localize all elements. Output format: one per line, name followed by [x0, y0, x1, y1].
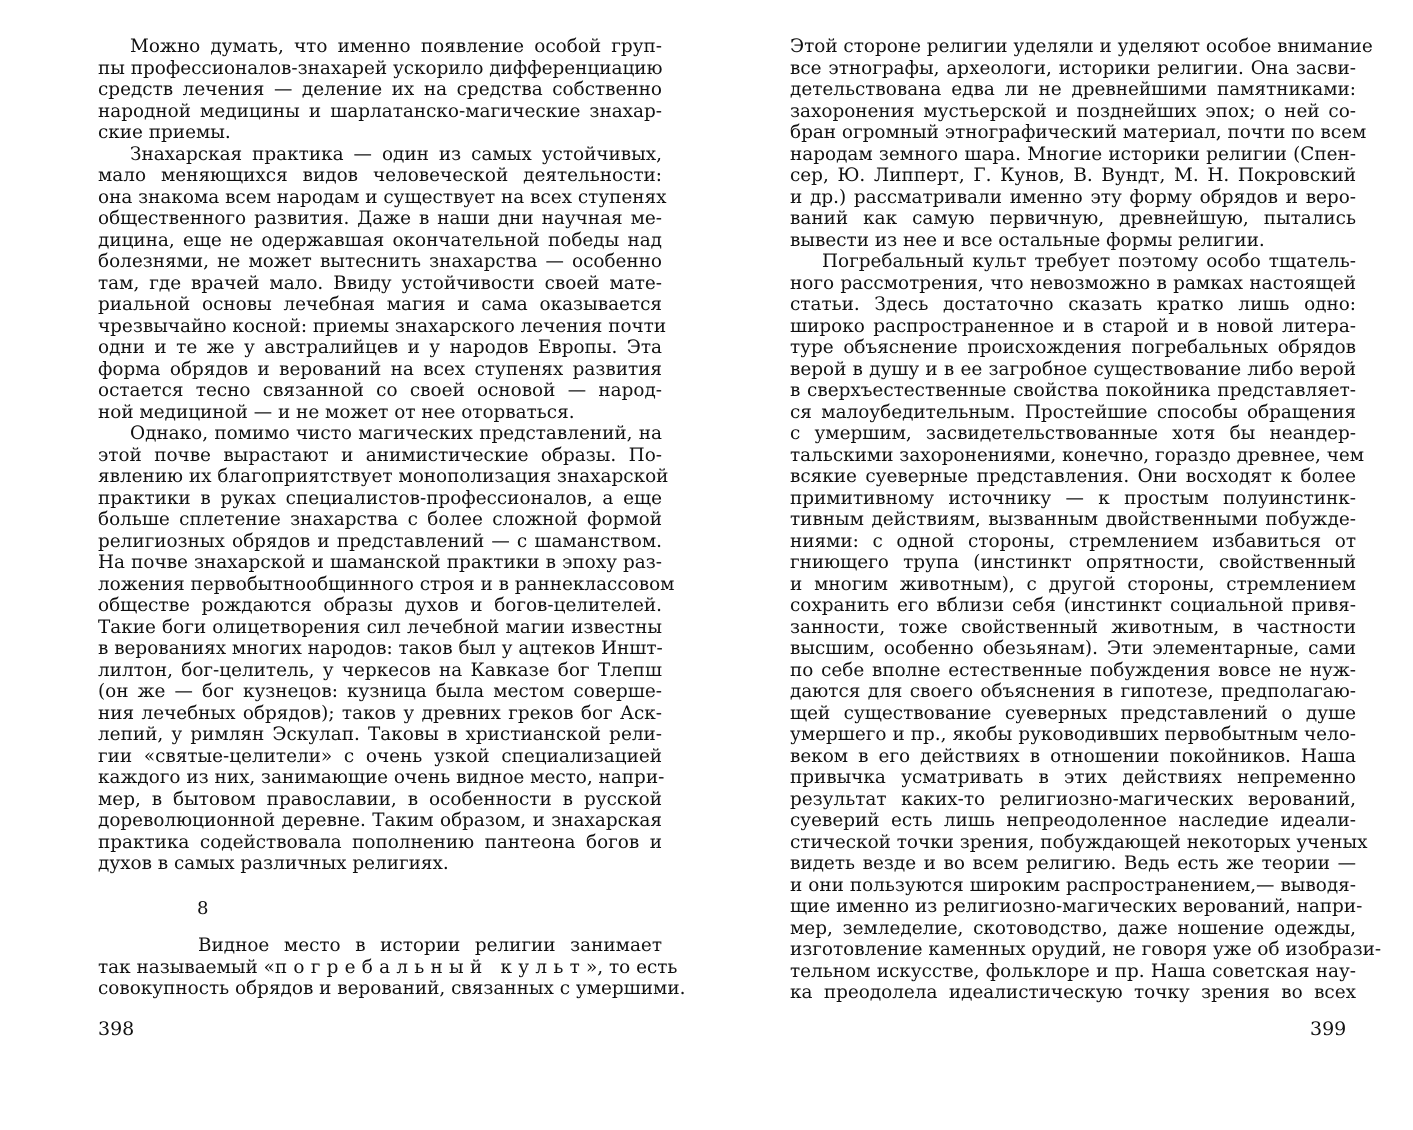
- text-line: пы профессионалов-знахарей ускорило дифференциацию: [98, 57, 663, 79]
- text-line: широко распространенное и в старой и в новой литера-: [790, 315, 1356, 337]
- text-line: ниями: с одной стороны, стремлением избавиться от: [790, 530, 1356, 552]
- text-line: лилтон, бог-целитель, у черкесов на Кавказе бог Тлепш: [98, 659, 662, 681]
- text-line: результат каких-то религиозно-магических верований,: [790, 788, 1356, 810]
- text-line: практика содействовала пополнению пантеона богов и: [98, 831, 662, 853]
- text-line: мало меняющихся видов человеческой деятельности:: [98, 165, 662, 186]
- text-line: ские приемы.: [98, 122, 231, 143]
- text-line: сер, Ю. Липперт, Г. Кунов, В. Вундт, М. Н. Покровский: [790, 165, 1356, 186]
- text-line: дицина, еще не одержавшая окончательной победы над: [98, 229, 662, 251]
- text-line: тельном искусстве, фольклоре и пр. Наша советская нау-: [790, 960, 1356, 982]
- text-line: больше сплетение знахарства с более сложной формой: [98, 509, 662, 530]
- text-line: сохранить его вблизи себя (инстинкт социальной привя-: [790, 595, 1356, 616]
- text-line: в сверхъестественные свойства покойника представляет-: [790, 380, 1356, 401]
- text-line: практики в руках специалистов-профессионалов, а еще: [98, 487, 662, 509]
- text-line: суеверий есть лишь непреодоленное наследие идеали-: [790, 810, 1356, 831]
- text-line: и др.) рассматривали именно эту форму обрядов и веро-: [790, 186, 1356, 208]
- text-line: ложения первобытнообщинного строя и в раннеклассовом: [98, 573, 675, 595]
- text-line: форма обрядов и верований на всех ступенях развития: [98, 358, 662, 380]
- text-line: всякие суеверные представления. Они восходят к более: [790, 466, 1356, 487]
- text-line: все этнографы, археологи, историки религии. Она засви-: [790, 57, 1356, 79]
- text-line: туре объяснение происхождения погребальных обрядов: [790, 337, 1356, 358]
- text-line: даются для своего объяснения в гипотезе, предполагаю-: [790, 681, 1356, 702]
- text-fragment: так называемый «: [98, 956, 275, 978]
- text-line: явлению их благоприятствует монополизация знахарской: [98, 466, 669, 487]
- text-line: вывести из нее и все остальные формы религии.: [790, 229, 1265, 251]
- text-line: обществе рождаются образы духов и богов-целителей.: [98, 595, 662, 616]
- text-line: совокупность обрядов и верований, связанных с умершими.: [98, 978, 686, 999]
- text-line: народной медицины и шарлатанско-магические знахар-: [98, 100, 662, 122]
- text-line: мер, в бытовом православии, в особенности в русской: [98, 788, 662, 810]
- text-line: захоронения мустьерской и позднейших эпох; о ней со-: [790, 100, 1356, 122]
- text-line: каждого из них, занимающие очень видное место, напри-: [98, 767, 665, 788]
- text-line: ного рассмотрения, что невозможно в рамках настоящей: [790, 272, 1356, 294]
- text-line: ка преодолела идеалистическую точку зрения во всех: [790, 982, 1356, 1003]
- text-line: примитивному источнику — к простым полуинстинк-: [790, 487, 1356, 509]
- text-line: ния лечебных обрядов); таков у древних греков бог Аск-: [98, 702, 662, 724]
- text-line: Однако, помимо чисто магических представлений, на: [130, 423, 662, 444]
- text-line: умершего и пр., якобы руководивших первобытным чело-: [790, 724, 1356, 745]
- text-line: изготовление каменных орудий, не говоря уже об изобрази-: [790, 939, 1382, 960]
- text-line: верой в душу и в ее загробное существование либо верой: [790, 358, 1356, 380]
- text-line: щей существование суеверных представлений о душе: [790, 702, 1356, 724]
- text-line: Видное место в истории религии занимает: [198, 935, 662, 956]
- text-line: духов в самых различных религиях.: [98, 853, 449, 874]
- text-line: дореволюционной деревне. Таким образом, и знахарская: [98, 810, 662, 831]
- text-line: Погребальный культ требует поэтому особо тщатель-: [822, 251, 1356, 272]
- text-line: этой почве вырастают и анимистические образы. По-: [98, 444, 662, 466]
- text-line: риальной основы лечебная магия и сама оказывается: [98, 294, 662, 315]
- text-line: Знахарская практика — один из самых устойчивых,: [130, 143, 662, 165]
- text-line: и многим животным), с другой стороны, стремлением: [790, 573, 1356, 595]
- text-line: щие именно из религиозно-магических верований, напри-: [790, 896, 1363, 917]
- text-line: ваний как самую первичную, древнейшую, пытались: [790, 208, 1356, 229]
- text-line: по себе вполне естественные побуждения вовсе не нуж-: [790, 659, 1356, 681]
- text-line: там, где врачей мало. Ввиду устойчивости своей мате-: [98, 272, 662, 294]
- page-number-left: 398: [98, 1018, 135, 1040]
- text-line: народам земного шара. Многие историки религии (Спен-: [790, 143, 1356, 165]
- text-line: в верованиях многих народов: таков был у ацтеков Иншт-: [98, 638, 663, 659]
- text-line: и они пользуются широким распространением,— выводя-: [790, 874, 1356, 896]
- text-line: Этой стороне религии уделяли и уделяют особое внимание: [790, 36, 1373, 57]
- text-line: статьи. Здесь достаточно сказать кратко лишь одно:: [790, 294, 1356, 315]
- text-line: ной медициной — и не может от нее оторваться.: [98, 401, 575, 423]
- text-line: детельствована едва ли не древнейшими памятниками:: [790, 79, 1356, 100]
- text-line: одни и те же у австралийцев и у народов Европы. Эта: [98, 337, 662, 358]
- text-line: она знакома всем народам и существует на всех ступенях: [98, 186, 667, 208]
- page-number-right: 399: [1310, 1018, 1347, 1040]
- text-line: религиозных обрядов и представлений — с шаманством.: [98, 530, 662, 552]
- left-page-text: [98, 36, 675, 875]
- text-line: ся малоубедительным. Простейшие способы обращения: [790, 401, 1356, 423]
- section-number: 8: [197, 898, 209, 919]
- text-line: мер, земледелие, скотоводство, даже ношение одежды,: [790, 917, 1356, 939]
- text-line: На почве знахарской и шаманской практики в эпоху раз-: [98, 552, 662, 573]
- text-line: тивным действиям, вызванным двойственными побужде-: [790, 509, 1356, 530]
- left-page-section-text: [98, 935, 686, 1000]
- text-line: Такие боги олицетворения сил лечебной магии известны: [98, 616, 662, 638]
- right-page-text: [790, 36, 1382, 1004]
- text-line: гниющего трупа (инстинкт опрятности, свойственный: [790, 552, 1356, 573]
- text-line: общественного развития. Даже в наши дни научная ме-: [98, 208, 662, 229]
- text-line: видеть везде и во всем религию. Ведь есть же теории —: [790, 853, 1356, 874]
- left-page: [0, 0, 706, 1130]
- text-line: остается тесно связанной со своей основой — народ-: [98, 380, 662, 401]
- text-line: Можно думать, что именно появление особой груп-: [130, 36, 662, 57]
- text-line: привычка усматривать в этих действиях непременно: [790, 767, 1356, 788]
- spaced-term: погребальный культ: [274, 956, 587, 978]
- text-line: бран огромный этнографический материал, почти по всем: [790, 122, 1367, 143]
- text-line: с умершим, засвидетельствованные хотя бы неандер-: [790, 423, 1356, 444]
- text-line: высшим, особенно обезьянам). Эти элементарные, сами: [790, 638, 1356, 659]
- text-line: гии «святые-целители» с очень узкой специализацией: [98, 745, 662, 767]
- text-line: болезнями, не может вытеснить знахарства — особенно: [98, 251, 662, 272]
- text-line: чрезвычайно косной: приемы знахарского лечения почти: [98, 315, 667, 337]
- right-page: [706, 0, 1413, 1130]
- text-line: веком в его действиях в отношении покойников. Наша: [790, 745, 1356, 767]
- text-line: стической точки зрения, побуждающей некоторых ученых: [790, 831, 1368, 853]
- text-line: (он же — бог кузнецов: кузница была местом соверше-: [98, 681, 662, 702]
- text-line: [98, 956, 678, 979]
- text-line: лепий, у римлян Эскулап. Таковы в христианской рели-: [98, 724, 662, 745]
- text-fragment: », то есть: [586, 956, 678, 978]
- text-line: занности, тоже свойственный животным, в частности: [790, 616, 1356, 638]
- text-line: тальскими захоронениями, конечно, гораздо древнее, чем: [790, 444, 1365, 466]
- text-line: средств лечения — деление их на средства собственно: [98, 79, 662, 100]
